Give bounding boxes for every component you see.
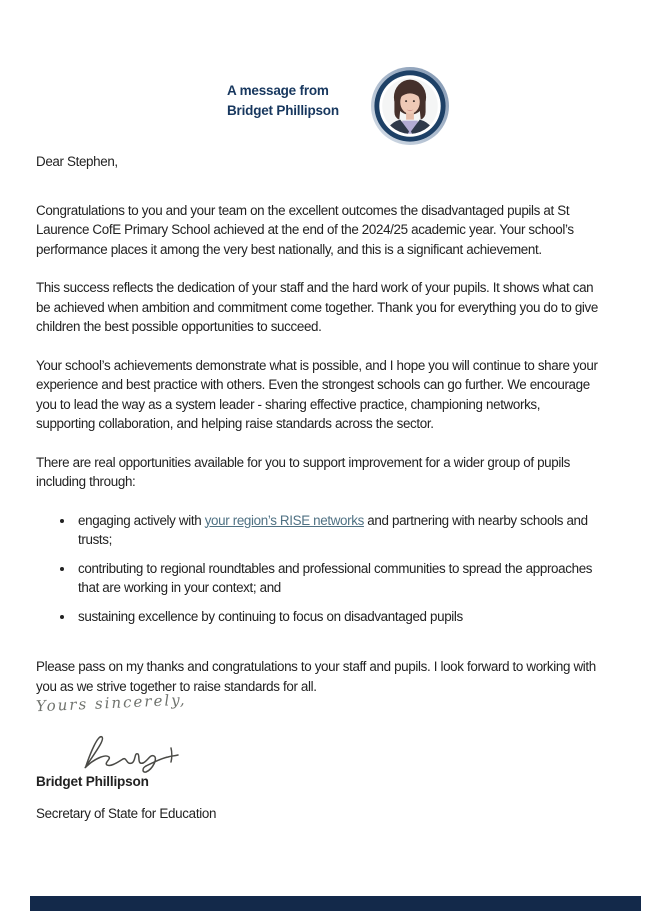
bullet-text bbox=[78, 607, 463, 627]
paragraph-opportunities-intro bbox=[36, 453, 646, 492]
signature-icon bbox=[76, 726, 188, 774]
paragraph-achievements bbox=[36, 356, 646, 434]
bullet-text bbox=[78, 559, 592, 598]
paragraph-line: you to lead the way as a system leader - sharing effective practice, championing networks, bbox=[36, 396, 541, 412]
header-title bbox=[227, 81, 339, 121]
paragraph-line: Laurence CofE Primary School achieved at the end of the 2024/25 academic year. Your school’s bbox=[36, 222, 574, 237]
paragraph-line: supporting collaboration, and helping raise standards across the sector. bbox=[36, 416, 434, 431]
bullet-list bbox=[36, 511, 646, 627]
paragraph-closing bbox=[36, 657, 646, 696]
salutation: Dear Stephen, bbox=[36, 154, 118, 169]
portrait-photo bbox=[371, 67, 449, 145]
paragraph-line: you as we strive together to raise standards for all. bbox=[36, 678, 317, 694]
bullet-line: that are working in your context; and bbox=[78, 580, 281, 595]
letter-body bbox=[36, 152, 646, 696]
bullet-text bbox=[78, 511, 588, 550]
bullet-dot-icon bbox=[60, 567, 64, 571]
bullet-dot-icon bbox=[60, 615, 64, 619]
paragraph-line: experience and best practice with others. Even the strongest schools can go further. We encourage bbox=[36, 377, 590, 392]
bullet-line: contributing to regional roundtables and professional communities to spread the approaches bbox=[78, 560, 593, 576]
bullet-line: sustaining excellence by continuing to focus on disadvantaged pupils bbox=[78, 608, 463, 624]
paragraph-line: performance places it among the very best nationally, and this is a significant achievement. bbox=[36, 241, 542, 257]
paragraph-line: There are real opportunities available for you to support improvement for a wider group of pupils bbox=[36, 454, 570, 470]
paragraph-congratulations bbox=[36, 201, 646, 260]
signer-name: Bridget Phillipson bbox=[36, 774, 149, 789]
paragraph-line: children the best possible opportunities to succeed. bbox=[36, 319, 322, 334]
bullet-item-roundtables bbox=[36, 559, 646, 598]
paragraph-line: Your school’s achievements demonstrate what is possible, and I hope you will continue to share your bbox=[36, 357, 598, 373]
bullet-dot-icon bbox=[60, 519, 64, 523]
rise-networks-link[interactable]: your region’s RISE networks bbox=[204, 512, 364, 528]
signature-scrawl bbox=[76, 726, 188, 779]
bullet-text-pre: engaging actively with bbox=[78, 512, 205, 528]
bullet-item-sustaining bbox=[36, 607, 646, 627]
bridget-phillipson-photo-icon bbox=[371, 67, 449, 145]
header-line-1: A message from bbox=[227, 83, 329, 98]
paragraph-line: be achieved when ambition and commitment come together. Thank you for everything you do to give bbox=[36, 299, 598, 315]
paragraph-line: This success reflects the dedication of your staff and the hard work of your pupils. It shows what can bbox=[36, 280, 594, 295]
bullet-item-rise bbox=[36, 511, 646, 550]
paragraph-line: Congratulations to you and your team on the excellent outcomes the disadvantaged pupils at St bbox=[36, 202, 570, 218]
header-line-2: Bridget Phillipson bbox=[227, 103, 339, 118]
bullet-line bbox=[78, 511, 588, 531]
paragraph-line: Please pass on my thanks and congratulations to your staff and pupils. I look forward to working with bbox=[36, 659, 596, 674]
valediction-handwriting: Yours sincerely, bbox=[35, 690, 187, 716]
paragraph-success bbox=[36, 278, 646, 337]
paragraph-line: including through: bbox=[36, 474, 136, 489]
footer-bar bbox=[30, 896, 641, 911]
bullet-text-post: and partnering with nearby schools and bbox=[363, 512, 588, 528]
bullet-line: trusts; bbox=[78, 532, 113, 547]
signer-role: Secretary of State for Education bbox=[36, 806, 217, 821]
